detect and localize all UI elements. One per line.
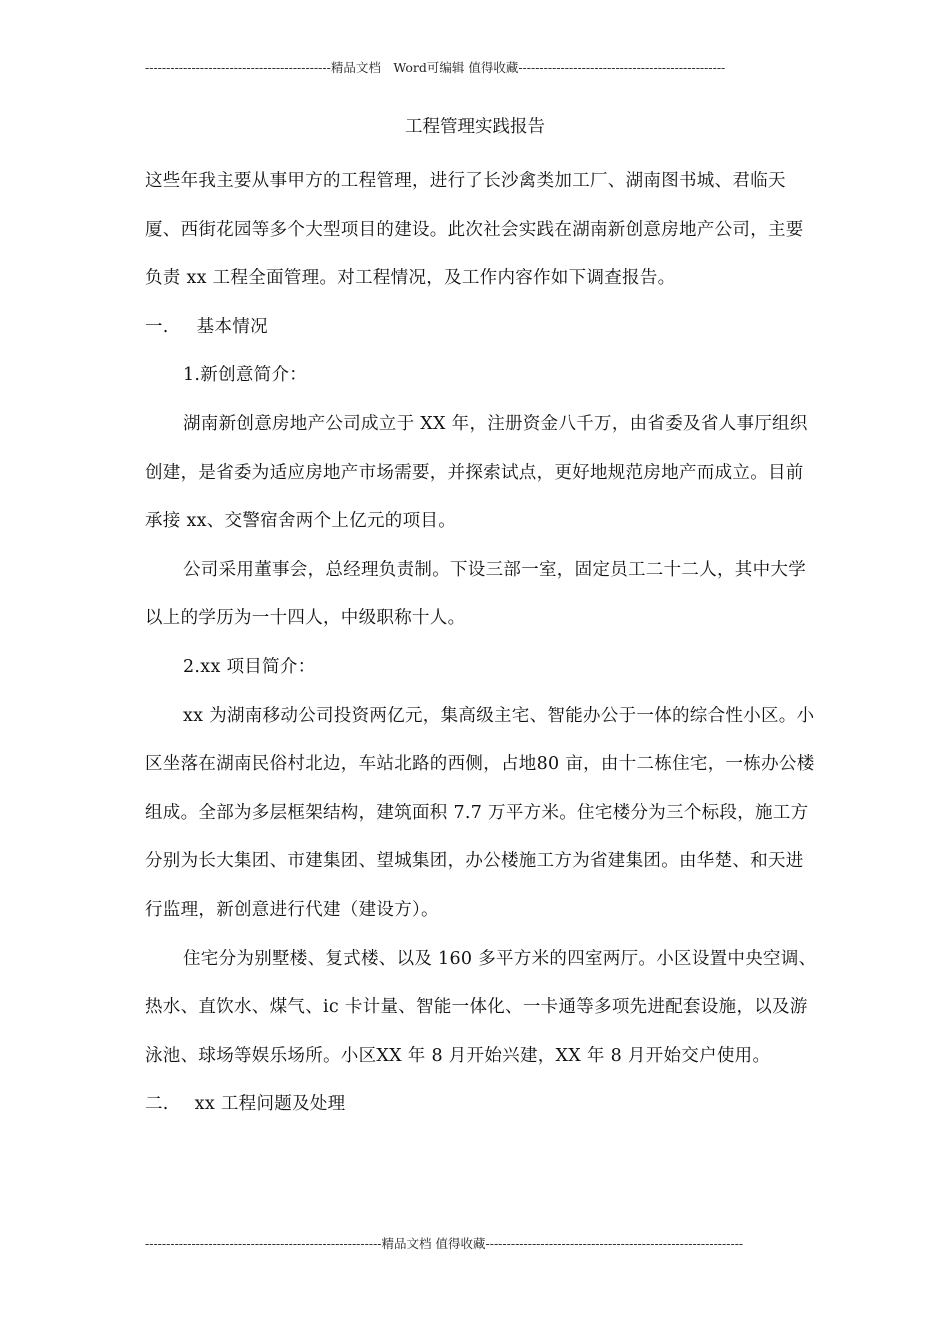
- subheading-company: 1.新创意简介：: [183, 365, 308, 386]
- section-title: 基本情况: [196, 316, 268, 337]
- paragraph-project-intro: xx 为湖南移动公司投资两亿元，集高级主宅、智能办公于一体的综合性小区。小区坐落在湖南民俗村北边，车站北路的西侧，占地80 亩，由十二栋住宅，一栋办公楼组成。全部为多层框架结构，建筑面积 7.7 万平方米。住宅楼分为三个标段，施工方分别为长大集团、市建集团、望城集团，办公楼施工方为省建集团。由华楚、和天进行监理，新创意进行代建（建设方）。: [145, 705, 815, 920]
- paragraph-project-facilities: 住宅分为别墅楼、复式楼、以及 160 多平方米的四室两厅。小区设置中央空调、热水、直饮水、煤气、ic 卡计量、智能一体化、一卡通等多项先进配套设施，以及游泳池、球场等娱乐场所。小区XX 年 8 月开始兴建，XX 年 8 月开始交户使用。: [145, 948, 817, 1066]
- intro-paragraph: 这些年我主要从事甲方的工程管理，进行了长沙禽类加工厂、湖南图书城、君临天厦、西街花园等多个大型项目的建设。此次社会实践在湖南新创意房地产公司，主要负责 xx 工程全面管理。对工程情况，及工作内容作如下调查报告。: [145, 171, 804, 289]
- section-heading-1: [145, 303, 817, 352]
- paragraph-company-structure: 公司采用董事会，总经理负责制。下设三部一室，固定员工二十二人，其中大学以上的学历为一十四人，中级职称十人。: [145, 559, 806, 629]
- page-footer: --------------------------------------------------------精品文档 值得收藏-------------------------------------------------------------: [145, 1236, 744, 1251]
- section-heading-2: [145, 1080, 817, 1129]
- section-title: xx 工程问题及处理: [194, 1094, 346, 1115]
- section-number: 二.: [145, 1094, 169, 1115]
- section-number: 一.: [145, 316, 169, 337]
- document-title: 工程管理实践报告: [405, 117, 545, 137]
- paragraph-company-intro: 湖南新创意房地产公司成立于 XX 年，注册资金八千万，由省委及省人事厅组织创建，是省委为适应房地产市场需要，并探索试点，更好地规范房地产而成立。目前承接 xx、交警宿舍两个上亿元的项目。: [145, 413, 808, 532]
- subheading-project: 2.xx 项目简介：: [183, 656, 316, 677]
- document-body: [145, 157, 817, 1129]
- page-header: --------------------------------------------精品文档 Word可编辑 值得收藏-------------------------------------------------: [145, 60, 726, 75]
